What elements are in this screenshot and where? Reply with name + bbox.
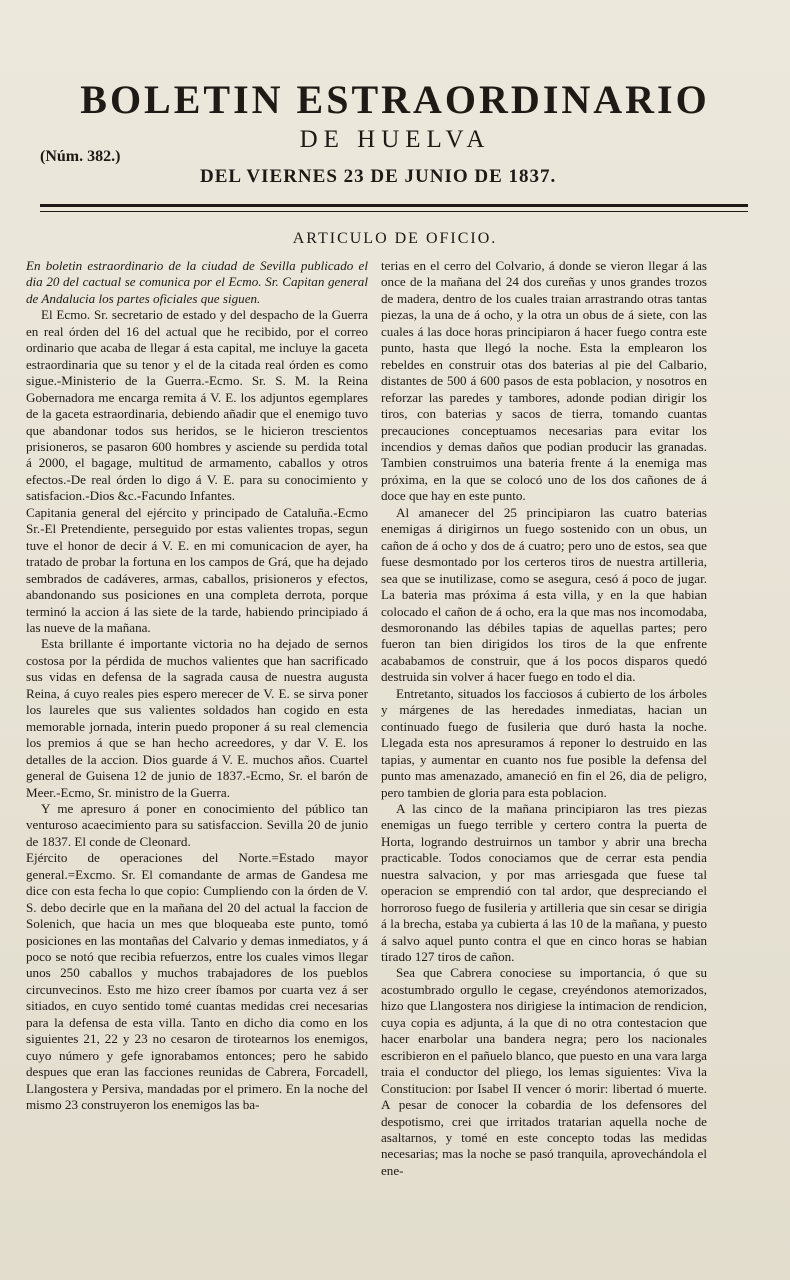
article-paragraph: Y me apresuro á poner en conocimiento del público tan venturoso acaecimiento para su satisfaccion. Sevilla 20 de junio de 1837. El conde de Cleonard. [26, 800, 368, 849]
article-paragraph: terias en el cerro del Colvario, á donde se vieron llegar á las once de la mañana del 24 dos cureñas y unos grandes trozos de madera, dentro de los cuales traian arrastrando otras tantas piezas, la una de á ocho, y la otra un obus de á siete, con las cuales á las doce horas principiaron á hacer fuego contra este punto, hasta que llegó la noche. Esta la emplearon los rebeldes en construir otas dos baterias al pie del Calbario, distantes de 500 á 600 pasos de esta poblacion, y nosotros en reforzar las paredes y tambores, adonde podian dirigir los tiros, con baterias y sacos de tierra, tomando cuantas precauciones conceptuamos necesarias para evitar los incendios y demas daños que podian producir las granadas. Tambien construimos una bateria frente á la enemiga mas próxima, en la que se colocó uno de los dos cañones de á doce que hay en este punto. [381, 258, 707, 504]
article-paragraph: A las cinco de la mañana principiaron las tres piezas enemigas un fuego terrible y certero contra la puerta de Horta, logrando destruirnos un tambor y abrir una brecha practicable. Todos conociamos que de cerrar esta pendia nuestra salvacion, y por mas arriesgada que fuese tal operacion se emprendió con tal ardor, que despreciando el horroroso fuego de fusileria y artilleria que sin cesar se dirigia á la brecha, estaba ya cubierta á las 10 de la mañana, y puesto á salvo aquel punto contra el que en cinco horas se habian tirado 127 tiros de cañon. [381, 800, 707, 965]
article-paragraph: Al amanecer del 25 principiaron las cuatro baterias enemigas á dirigirnos un fuego sostenido con un obus, un cañon de á ocho y dos de á cuatro; pero uno de estos, sea que fuese desmontado por los certeros tiros de nuestra artilleria, sea que se inutilizase, como se asegura, cesó á poco de jugar. La bateria mas próxima á esta villa, y en la que habian colocado el cañon de á ocho, era la que mas nos incomodaba, desmoronando las débiles tapias de aquellas partes; pero fueron tan bien dirigidos los tiros de la que enfrente acababamos de construir, que á los pocos disparos quedó destruida sin volver á hacer fuego en todo el dia. [381, 504, 707, 685]
article-paragraph: Sea que Cabrera conociese su importancia, ó que su acostumbrado orgullo le cegase, creyéndonos atemorizados, hizo que Llangostera nos dirigiese la intimacion de rendicion, cuya copia es adjunta, á la que di no otra contestacion que hacer enarbolar una bandera negra; pero los nacionales escribieron en el pañuelo blanco, que puesto en una vara larga traia el conductor del pliego, los lemas siguientes: Viva la Constitucion: por Isabel II vencer ó morir: libertad ó muerte. A pesar de conocer la cobardia de los defensores del despotismo, crei que irritados tratarian aquella noche de asaltarnos, y tomé en este concepto todas las medidas necesarias; mas la noche se pasó tranquila, aprovechándola el ene- [381, 965, 707, 1178]
article-paragraph: Entretanto, situados los facciosos á cubierto de los árboles y márgenes de las heredades inmediatas, hacian un continuado fuego de fusileria que duró hasta la noche. Llegada esta nos apresuramos á reponer lo destruido en las tapias, y aumentar en cuanto nos fue posible la defensa del punto mas amenazado, amaneció en fin el 26, dia de peligro, pero tambien de gloria para esta poblacion. [381, 685, 707, 800]
article-paragraph: Esta brillante é importante victoria no ha dejado de sernos costosa por la pérdida de muchos valientes que han sacrificado sus vidas en defensa de la sagrada causa de nuestra augusta Reina, á cuyo reales pies espero merecer de V. E. se sirva poner los laureles que sus valientes soldados han cogido en esta memorable jornada, interin puedo proponer á su real clemencia los premios á que se han hecho acreedores, y dar V. E. los detalles de la accion. Dios guarde á V. E. muchos años. Cuartel general de Guisena 12 de junio de 1837.-Ecmo, Sr. el barón de Meer.-Ecmo, Sr. ministro de la Guerra. [26, 636, 368, 800]
right-column [381, 258, 707, 1280]
article-paragraph: Ejército de operaciones del Norte.=Estado mayor general.=Excmo. Sr. El comandante de armas de Gandesa me dice con esta fecha lo que copio: Cumpliendo con la órden de V. S. debo decirle que en la mañana del 20 del actual la faccion de Solenich, que hacia un mes que bloqueaba este punto, tomó posiciones en las montañas del Calvario y demas inmediatos, y á poco se notó que recibia refuerzos, entre los cuales vimos llegar unos 250 caballos y muchos trabajadores de los pueblos circunvecinos. Esto me hizo creer íbamos por cuarta vez á ser sitiados, en cuyo sentido tomé cuantas medidas crei necesarias para la defensa de esta villa. Tanto en dicho dia como en los siguientes 21, 22 y 23 no cesaron de tirotearnos los enemigos, cuyo número y gefe ignorabamos entonces; pero he sabido despues que eran las facciones reunidas de Cabrera, Forcadell, Llangostera y Persiva, mandadas por el primero. En la noche del mismo 23 construyeron los enemigos las ba- [26, 850, 368, 1113]
intro-paragraph: En boletin estraordinario de la ciudad de Sevilla publicado el dia 20 del cactual se comunica por el Ecmo. Sr. Capitan general de Andalucia los partes oficiales que siguen. [26, 258, 368, 306]
header-rule-thick [40, 204, 748, 207]
issue-number: (Núm. 382.) [40, 148, 121, 165]
article-paragraph: Capitania general del ejército y principado de Cataluña.-Ecmo Sr.-El Pretendiente, perseguido por estas valientes tropas, segun tuve el honor de decir á V. E. en mi comunicacion de ayer, ha tratado de probar la fortuna en los campos de Grá, que ha dejado sembrados de cadáveres, armas, caballos, prisioneros y efectos, abandonando sus posiciones en una completa derrota, porque terminó la accion á las siete de la tarde, habiendo principiado á las nueve de la mañana. [26, 504, 368, 635]
issue-date: DEL VIERNES 23 DE JUNIO DE 1837. [200, 166, 557, 187]
left-column [26, 258, 368, 1280]
masthead-title: BOLETIN ESTRAORDINARIO [80, 77, 710, 122]
masthead-subtitle: DE HUELVA [299, 126, 491, 153]
article-paragraph: El Ecmo. Sr. secretario de estado y del despacho de la Guerra en real órden del 16 del actual que he recibido, por el correo ordinario que acaba de llegar á esta capital, me incluye la gaceta estraordinaria que su tenor y el de la citada real órden es como sigue.-Ministerio de la Guerra.-Ecmo. Sr. S. M. la Reina Gobernadora me encarga remita á V. E. los adjuntos egemplares de la gaceta estraordinaria, debiendo añadir que el enemigo tuvo que abandonar todos sus heridos, se le hicieron trescientos prisioneros, se pasaron 600 hombres y asciende su perdida total á 2000, el bagage, multitud de armamento, caballos y otros efectos.-De real órden lo digo á V. E. para su conocimiento y satisfacion.-Dios &c.-Facundo Infantes. [26, 307, 368, 504]
header-rule-thin [40, 211, 748, 212]
section-title: ARTICULO DE OFICIO. [292, 230, 498, 247]
